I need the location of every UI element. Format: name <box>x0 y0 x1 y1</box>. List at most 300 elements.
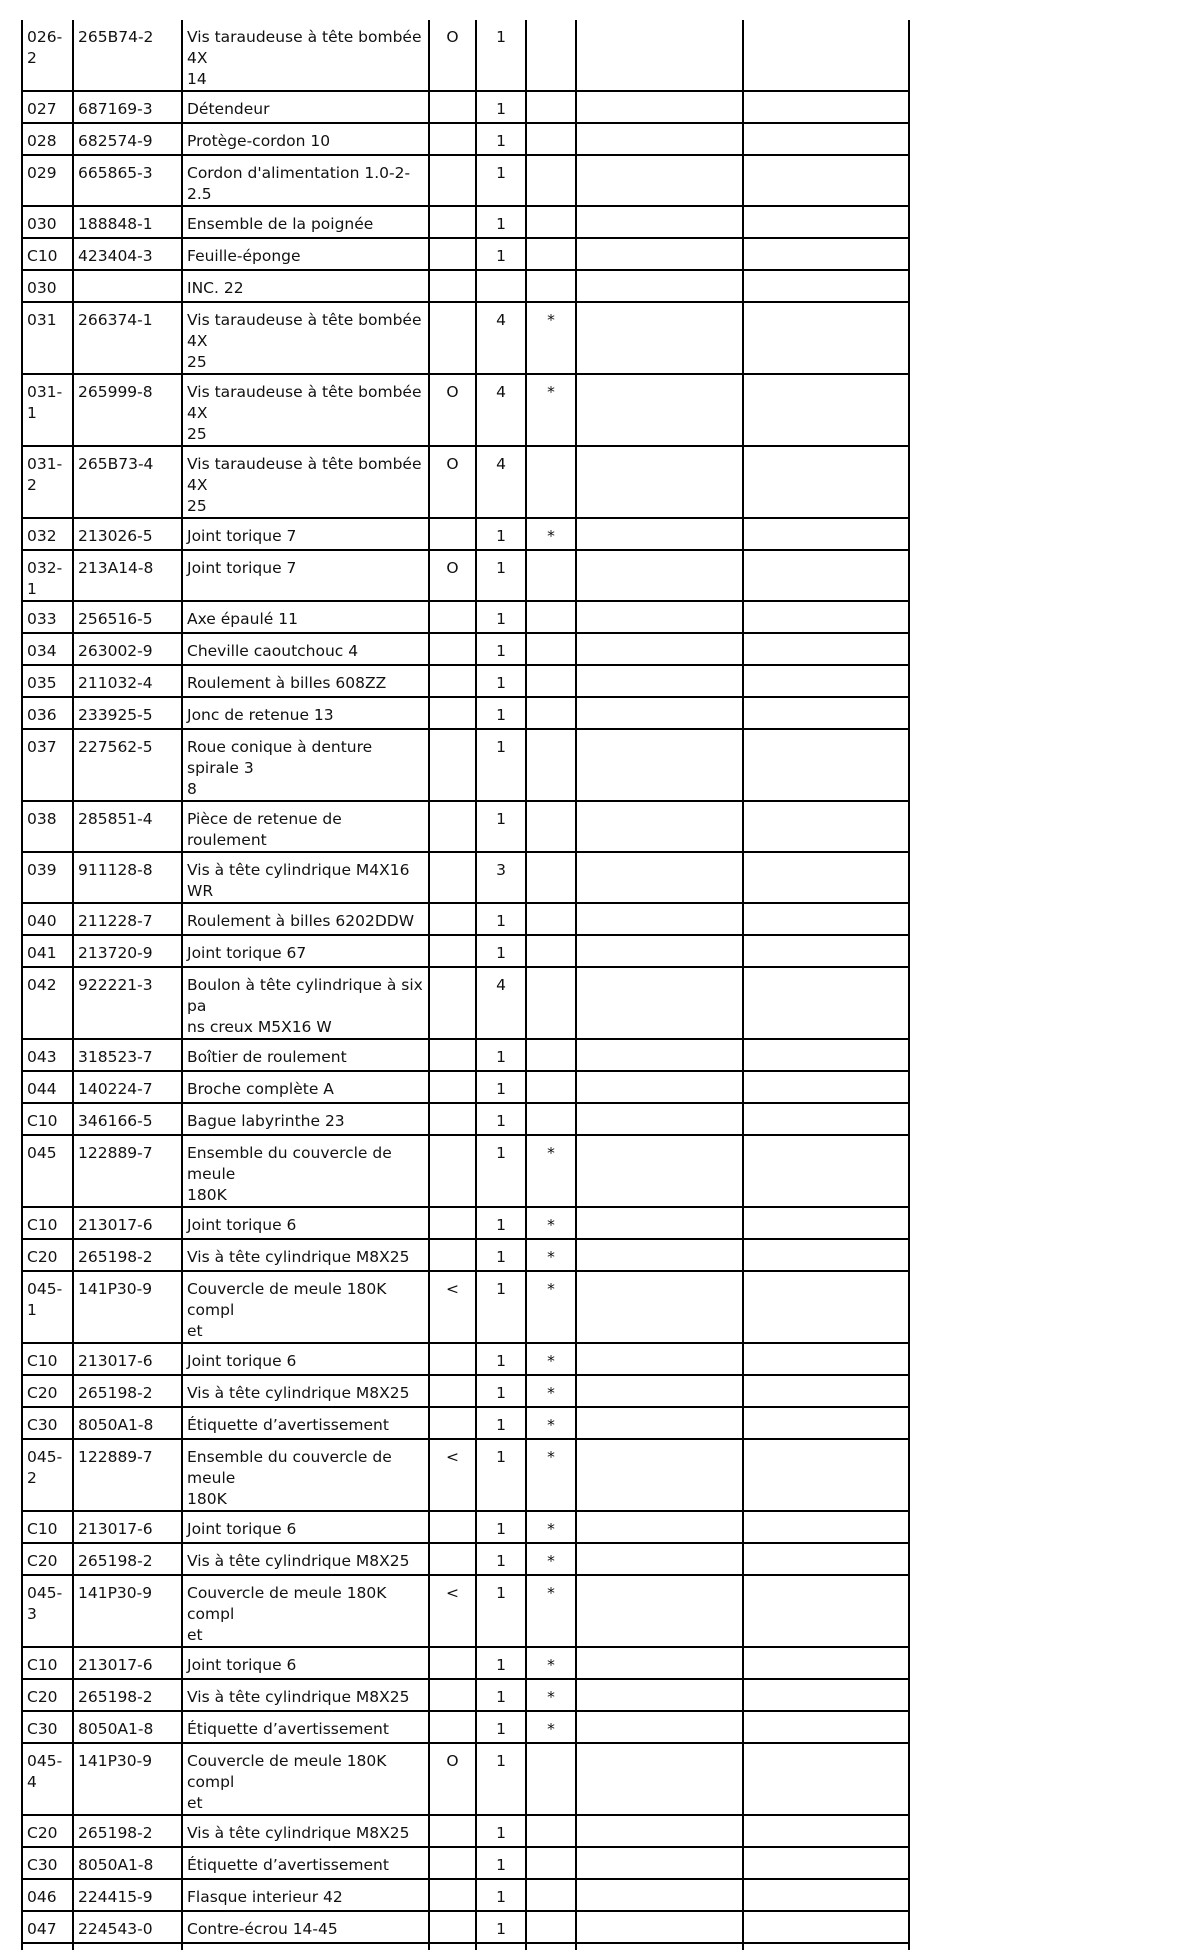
empty-cell <box>576 1439 743 1511</box>
part-number-cell: 285851-4 <box>73 801 182 852</box>
item-number-cell: 039 <box>22 852 73 903</box>
empty-cell <box>576 270 743 302</box>
description-cell: Joint torique 6 <box>182 1207 429 1239</box>
empty-cell <box>743 155 909 206</box>
item-number-cell: 042 <box>22 967 73 1039</box>
empty-cell <box>576 518 743 550</box>
empty-cell <box>576 1879 743 1911</box>
description-cell: Jonc de retenue 13 <box>182 697 429 729</box>
item-number-cell: 031-1 <box>22 374 73 446</box>
part-number-cell: 141P30-9 <box>73 1271 182 1343</box>
flag-cell <box>429 697 476 729</box>
table-row <box>22 1207 909 1239</box>
mark-cell <box>526 1071 576 1103</box>
flag-cell <box>429 518 476 550</box>
table-row <box>22 1407 909 1439</box>
table-row <box>22 123 909 155</box>
quantity-cell: 1 <box>476 20 526 91</box>
flag-cell <box>429 302 476 374</box>
description-cell: Détendeur <box>182 91 429 123</box>
empty-cell <box>576 302 743 374</box>
table-row <box>22 1343 909 1375</box>
part-number-cell: 318523-7 <box>73 1039 182 1071</box>
mark-cell <box>526 1847 576 1879</box>
empty-cell <box>743 91 909 123</box>
quantity-cell: 1 <box>476 665 526 697</box>
empty-cell <box>576 1679 743 1711</box>
empty-cell <box>743 1439 909 1511</box>
quantity-cell: 4 <box>476 446 526 518</box>
mark-cell <box>526 935 576 967</box>
part-number-cell: 8050A1-8 <box>73 1711 182 1743</box>
table-row <box>22 935 909 967</box>
quantity-cell: 1 <box>476 697 526 729</box>
part-number-cell: 211228-7 <box>73 903 182 935</box>
table-row <box>22 729 909 801</box>
empty-cell <box>576 935 743 967</box>
table-row <box>22 1911 909 1943</box>
empty-cell <box>576 903 743 935</box>
item-number-cell: 026-2 <box>22 20 73 91</box>
table-row <box>22 801 909 852</box>
table-row <box>22 1743 909 1815</box>
flag-cell <box>429 633 476 665</box>
description-cell: Flasque interieur 42 <box>182 1879 429 1911</box>
quantity-cell: 1 <box>476 1207 526 1239</box>
description-cell: Joint torique 6 <box>182 1343 429 1375</box>
mark-cell: * <box>526 1647 576 1679</box>
empty-cell <box>743 302 909 374</box>
part-number-cell: 213017-6 <box>73 1343 182 1375</box>
flag-cell <box>429 206 476 238</box>
quantity-cell: 1 <box>476 1071 526 1103</box>
empty-cell <box>743 1207 909 1239</box>
empty-cell <box>576 1375 743 1407</box>
empty-cell <box>576 123 743 155</box>
description-cell: Joint torique 6 <box>182 1647 429 1679</box>
item-number-cell: 044 <box>22 1071 73 1103</box>
empty-cell <box>743 518 909 550</box>
table-row <box>22 633 909 665</box>
quantity-cell: 1 <box>476 1543 526 1575</box>
flag-cell <box>429 1847 476 1879</box>
mark-cell <box>526 270 576 302</box>
quantity-cell: 1 <box>476 935 526 967</box>
description-cell: Couvercle de meule 180K compl et <box>182 1271 429 1343</box>
empty-cell <box>743 1711 909 1743</box>
quantity-cell: 1 <box>476 1911 526 1943</box>
item-number-cell: C10 <box>22 1207 73 1239</box>
part-number-cell: 140224-7 <box>73 1071 182 1103</box>
empty-cell <box>743 1815 909 1847</box>
mark-cell <box>526 697 576 729</box>
quantity-cell: 1 <box>476 729 526 801</box>
table-row <box>22 967 909 1039</box>
empty-cell <box>743 270 909 302</box>
item-number-cell: 045 <box>22 1135 73 1207</box>
empty-cell <box>743 1511 909 1543</box>
table-row <box>22 91 909 123</box>
empty-cell <box>476 1943 526 1950</box>
part-number-cell: 265198-2 <box>73 1239 182 1271</box>
item-number-cell: C10 <box>22 1647 73 1679</box>
description-cell: Boulon à tête cylindrique à six pa ns creux M5X16 W <box>182 967 429 1039</box>
mark-cell: * <box>526 1271 576 1343</box>
part-number-cell <box>73 270 182 302</box>
table-row <box>22 1575 909 1647</box>
description-cell: Joint torique 7 <box>182 550 429 601</box>
item-number-cell: 045-3 <box>22 1575 73 1647</box>
empty-cell <box>576 1575 743 1647</box>
quantity-cell: 1 <box>476 1239 526 1271</box>
part-number-cell: 922221-3 <box>73 967 182 1039</box>
item-number-cell: C30 <box>22 1711 73 1743</box>
flag-cell <box>429 1543 476 1575</box>
part-number-cell: 265198-2 <box>73 1543 182 1575</box>
table-row <box>22 601 909 633</box>
quantity-cell: 1 <box>476 1039 526 1071</box>
empty-cell <box>743 1679 909 1711</box>
part-number-cell: 265198-2 <box>73 1815 182 1847</box>
part-number-cell: 213017-6 <box>73 1647 182 1679</box>
empty-cell <box>743 1343 909 1375</box>
empty-cell <box>576 601 743 633</box>
empty-cell <box>743 1135 909 1207</box>
flag-cell <box>429 1103 476 1135</box>
quantity-cell: 1 <box>476 1407 526 1439</box>
table-row <box>22 1103 909 1135</box>
quantity-cell: 1 <box>476 91 526 123</box>
description-cell: Protège-cordon 10 <box>182 123 429 155</box>
empty-cell <box>743 935 909 967</box>
table-row <box>22 1271 909 1343</box>
part-number-cell: 265198-2 <box>73 1375 182 1407</box>
flag-cell: O <box>429 20 476 91</box>
part-number-cell: 188848-1 <box>73 206 182 238</box>
description-cell: Pièce de retenue de roulement <box>182 801 429 852</box>
description-cell: Ensemble de la poignée <box>182 206 429 238</box>
table-row <box>22 1879 909 1911</box>
part-number-cell: 687169-3 <box>73 91 182 123</box>
description-cell: Étiquette d’avertissement <box>182 1711 429 1743</box>
item-number-cell: 031-2 <box>22 446 73 518</box>
mark-cell <box>526 206 576 238</box>
quantity-cell: 1 <box>476 601 526 633</box>
mark-cell <box>526 550 576 601</box>
description-cell: Vis taraudeuse à tête bombée 4X 25 <box>182 446 429 518</box>
flag-cell: O <box>429 550 476 601</box>
empty-cell <box>743 1103 909 1135</box>
empty-cell <box>743 123 909 155</box>
empty-cell <box>576 1239 743 1271</box>
mark-cell <box>526 967 576 1039</box>
mark-cell <box>526 601 576 633</box>
description-cell: Vis à tête cylindrique M4X16 WR <box>182 852 429 903</box>
flag-cell <box>429 270 476 302</box>
item-number-cell: C20 <box>22 1543 73 1575</box>
flag-cell <box>429 1511 476 1543</box>
table-row <box>22 238 909 270</box>
description-cell: Ensemble du couvercle de meule 180K <box>182 1135 429 1207</box>
part-number-cell: 265999-8 <box>73 374 182 446</box>
empty-cell <box>576 1207 743 1239</box>
description-cell: Roue conique à denture spirale 3 8 <box>182 729 429 801</box>
flag-cell <box>429 1239 476 1271</box>
empty-cell <box>743 1647 909 1679</box>
table-row <box>22 302 909 374</box>
empty-cell <box>743 446 909 518</box>
part-number-cell: 141P30-9 <box>73 1743 182 1815</box>
flag-cell <box>429 1647 476 1679</box>
description-cell: Vis à tête cylindrique M8X25 <box>182 1815 429 1847</box>
item-number-cell: C10 <box>22 238 73 270</box>
empty-cell <box>73 1943 182 1950</box>
empty-cell <box>743 1743 909 1815</box>
item-number-cell: 034 <box>22 633 73 665</box>
mark-cell <box>526 91 576 123</box>
mark-cell: * <box>526 1439 576 1511</box>
flag-cell: < <box>429 1575 476 1647</box>
empty-cell <box>743 1407 909 1439</box>
quantity-cell: 1 <box>476 903 526 935</box>
quantity-cell: 1 <box>476 1847 526 1879</box>
item-number-cell: C30 <box>22 1847 73 1879</box>
table-row <box>22 1679 909 1711</box>
table-row <box>22 1375 909 1407</box>
table-row <box>22 1071 909 1103</box>
table-row <box>22 155 909 206</box>
part-number-cell: 213026-5 <box>73 518 182 550</box>
flag-cell: O <box>429 1743 476 1815</box>
quantity-cell: 1 <box>476 1743 526 1815</box>
mark-cell <box>526 1911 576 1943</box>
part-number-cell: 682574-9 <box>73 123 182 155</box>
part-number-cell: 265B73-4 <box>73 446 182 518</box>
table-row <box>22 1815 909 1847</box>
empty-cell <box>576 1071 743 1103</box>
empty-cell <box>743 1071 909 1103</box>
mark-cell: * <box>526 1575 576 1647</box>
flag-cell <box>429 1207 476 1239</box>
part-number-cell: 911128-8 <box>73 852 182 903</box>
flag-cell <box>429 123 476 155</box>
mark-cell <box>526 20 576 91</box>
mark-cell <box>526 155 576 206</box>
mark-cell <box>526 633 576 665</box>
item-number-cell: 045-4 <box>22 1743 73 1815</box>
item-number-cell: 041 <box>22 935 73 967</box>
mark-cell: * <box>526 374 576 446</box>
empty-cell <box>576 852 743 903</box>
quantity-cell: 1 <box>476 1815 526 1847</box>
table-row <box>22 20 909 91</box>
empty-cell <box>526 1943 576 1950</box>
description-cell: Roulement à billes 608ZZ <box>182 665 429 697</box>
flag-cell <box>429 155 476 206</box>
item-number-cell: 030 <box>22 270 73 302</box>
part-number-cell: 346166-5 <box>73 1103 182 1135</box>
flag-cell <box>429 801 476 852</box>
description-cell: Joint torique 7 <box>182 518 429 550</box>
parts-table-body <box>22 20 909 1950</box>
mark-cell <box>526 801 576 852</box>
part-number-cell: 122889-7 <box>73 1135 182 1207</box>
flag-cell <box>429 1407 476 1439</box>
quantity-cell: 1 <box>476 123 526 155</box>
mark-cell: * <box>526 1239 576 1271</box>
item-number-cell: C10 <box>22 1511 73 1543</box>
empty-cell <box>743 1271 909 1343</box>
empty-cell <box>743 20 909 91</box>
flag-cell <box>429 729 476 801</box>
item-number-cell: 033 <box>22 601 73 633</box>
quantity-cell: 1 <box>476 1575 526 1647</box>
flag-cell <box>429 1343 476 1375</box>
quantity-cell: 1 <box>476 518 526 550</box>
empty-cell <box>743 206 909 238</box>
description-cell: Vis à tête cylindrique M8X25 <box>182 1375 429 1407</box>
table-row <box>22 206 909 238</box>
empty-cell <box>576 665 743 697</box>
quantity-cell: 1 <box>476 206 526 238</box>
table-row <box>22 1511 909 1543</box>
item-number-cell: 047 <box>22 1911 73 1943</box>
flag-cell <box>429 935 476 967</box>
quantity-cell: 1 <box>476 1711 526 1743</box>
empty-cell <box>576 1343 743 1375</box>
flag-cell <box>429 852 476 903</box>
empty-cell <box>576 1511 743 1543</box>
item-number-cell: C20 <box>22 1679 73 1711</box>
table-row <box>22 518 909 550</box>
empty-cell <box>182 1943 429 1950</box>
empty-cell <box>576 1815 743 1847</box>
flag-cell: O <box>429 374 476 446</box>
description-cell: Axe épaulé 11 <box>182 601 429 633</box>
description-cell: Couvercle de meule 180K compl et <box>182 1743 429 1815</box>
item-number-cell: 035 <box>22 665 73 697</box>
quantity-cell: 1 <box>476 1879 526 1911</box>
description-cell: Boîtier de roulement <box>182 1039 429 1071</box>
quantity-cell: 1 <box>476 550 526 601</box>
quantity-cell: 1 <box>476 1511 526 1543</box>
part-number-cell: 213017-6 <box>73 1511 182 1543</box>
description-cell: Vis taraudeuse à tête bombée 4X 14 <box>182 20 429 91</box>
quantity-cell: 1 <box>476 633 526 665</box>
empty-cell <box>576 374 743 446</box>
quantity-cell: 3 <box>476 852 526 903</box>
table-row <box>22 1847 909 1879</box>
quantity-cell: 4 <box>476 302 526 374</box>
empty-cell <box>576 1135 743 1207</box>
empty-cell <box>743 1039 909 1071</box>
description-cell: Contre-écrou 14-45 <box>182 1911 429 1943</box>
item-number-cell: 038 <box>22 801 73 852</box>
mark-cell <box>526 238 576 270</box>
flag-cell <box>429 1375 476 1407</box>
item-number-cell: C20 <box>22 1375 73 1407</box>
part-number-cell: 233925-5 <box>73 697 182 729</box>
mark-cell: * <box>526 1511 576 1543</box>
part-number-cell: 8050A1-8 <box>73 1847 182 1879</box>
empty-cell <box>576 446 743 518</box>
mark-cell <box>526 729 576 801</box>
mark-cell: * <box>526 1135 576 1207</box>
quantity-cell: 4 <box>476 967 526 1039</box>
empty-cell <box>576 1911 743 1943</box>
table-row <box>22 1647 909 1679</box>
mark-cell <box>526 903 576 935</box>
empty-cell <box>576 801 743 852</box>
item-number-cell: C20 <box>22 1239 73 1271</box>
item-number-cell: 045-1 <box>22 1271 73 1343</box>
quantity-cell: 1 <box>476 1647 526 1679</box>
table-row <box>22 665 909 697</box>
quantity-cell: 1 <box>476 1679 526 1711</box>
empty-cell <box>743 633 909 665</box>
flag-cell <box>429 1071 476 1103</box>
quantity-cell: 1 <box>476 801 526 852</box>
table-row <box>22 270 909 302</box>
mark-cell: * <box>526 1407 576 1439</box>
item-number-cell: 029 <box>22 155 73 206</box>
item-number-cell: C20 <box>22 1815 73 1847</box>
mark-cell <box>526 1743 576 1815</box>
empty-cell <box>576 967 743 1039</box>
flag-cell <box>429 665 476 697</box>
empty-cell <box>576 1647 743 1679</box>
empty-cell <box>576 206 743 238</box>
description-cell: Vis à tête cylindrique M8X25 <box>182 1679 429 1711</box>
part-number-cell: 224543-0 <box>73 1911 182 1943</box>
description-cell: Vis taraudeuse à tête bombée 4X 25 <box>182 374 429 446</box>
table-row <box>22 1439 909 1511</box>
part-number-cell: 213720-9 <box>73 935 182 967</box>
empty-cell <box>576 1271 743 1343</box>
table-row <box>22 852 909 903</box>
part-number-cell: 227562-5 <box>73 729 182 801</box>
empty-cell <box>576 1543 743 1575</box>
table-row <box>22 1543 909 1575</box>
part-number-cell: 265B74-2 <box>73 20 182 91</box>
empty-cell <box>743 1879 909 1911</box>
description-cell: Couvercle de meule 180K compl et <box>182 1575 429 1647</box>
flag-cell <box>429 1039 476 1071</box>
description-cell: INC. 22 <box>182 270 429 302</box>
flag-cell: O <box>429 446 476 518</box>
part-number-cell: 224415-9 <box>73 1879 182 1911</box>
description-cell: Vis à tête cylindrique M8X25 <box>182 1239 429 1271</box>
item-number-cell: 045-2 <box>22 1439 73 1511</box>
flag-cell <box>429 1879 476 1911</box>
table-row <box>22 374 909 446</box>
quantity-cell <box>476 270 526 302</box>
description-cell: Joint torique 6 <box>182 1511 429 1543</box>
quantity-cell: 1 <box>476 1343 526 1375</box>
item-number-cell: C10 <box>22 1343 73 1375</box>
description-cell: Ensemble du couvercle de meule 180K <box>182 1439 429 1511</box>
empty-cell <box>576 729 743 801</box>
empty-cell <box>576 1407 743 1439</box>
quantity-cell: 1 <box>476 155 526 206</box>
table-row <box>22 1711 909 1743</box>
mark-cell: * <box>526 518 576 550</box>
description-cell: Vis à tête cylindrique M8X25 <box>182 1543 429 1575</box>
mark-cell: * <box>526 1711 576 1743</box>
mark-cell <box>526 852 576 903</box>
flag-cell <box>429 903 476 935</box>
empty-cell <box>743 697 909 729</box>
